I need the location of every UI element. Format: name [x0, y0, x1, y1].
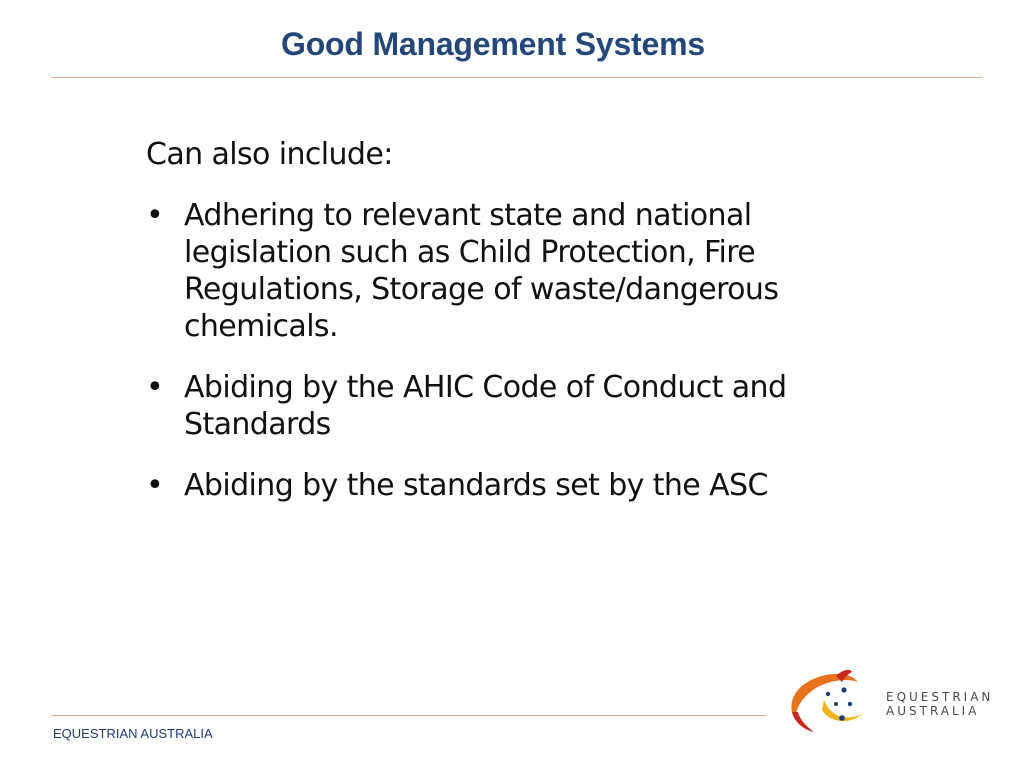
footer-divider	[52, 715, 766, 716]
logo-line-2: AUSTRALIA	[886, 704, 980, 718]
bullet-item	[146, 197, 846, 345]
bullet-text: Abiding by the AHIC Code of Conduct and Standards	[184, 370, 787, 442]
equestrian-australia-logo	[786, 668, 996, 736]
title-divider	[52, 77, 982, 78]
bullet-item	[146, 369, 846, 443]
footer-text: EQUESTRIAN AUSTRALIA	[53, 726, 213, 741]
bullet-glyph: •	[146, 198, 164, 233]
logo-line-1: EQUESTRIAN	[886, 690, 994, 704]
logo-wordmark	[886, 690, 993, 718]
logo-mark-icon	[786, 668, 878, 736]
slide-title: Good Management Systems	[281, 26, 705, 62]
bullet-text: Abiding by the standards set by the ASC	[184, 468, 768, 503]
intro-text: Can also include:	[146, 137, 393, 172]
bullet-item	[146, 467, 846, 504]
bullet-glyph: •	[146, 370, 164, 405]
bullet-glyph: •	[146, 468, 164, 503]
bullet-text: Adhering to relevant state and national legislation such as Child Protection, Fire Regulations, Storage of waste/dangerous chemicals.	[184, 198, 779, 344]
bullet-list	[146, 197, 846, 504]
slide-body	[146, 136, 846, 528]
